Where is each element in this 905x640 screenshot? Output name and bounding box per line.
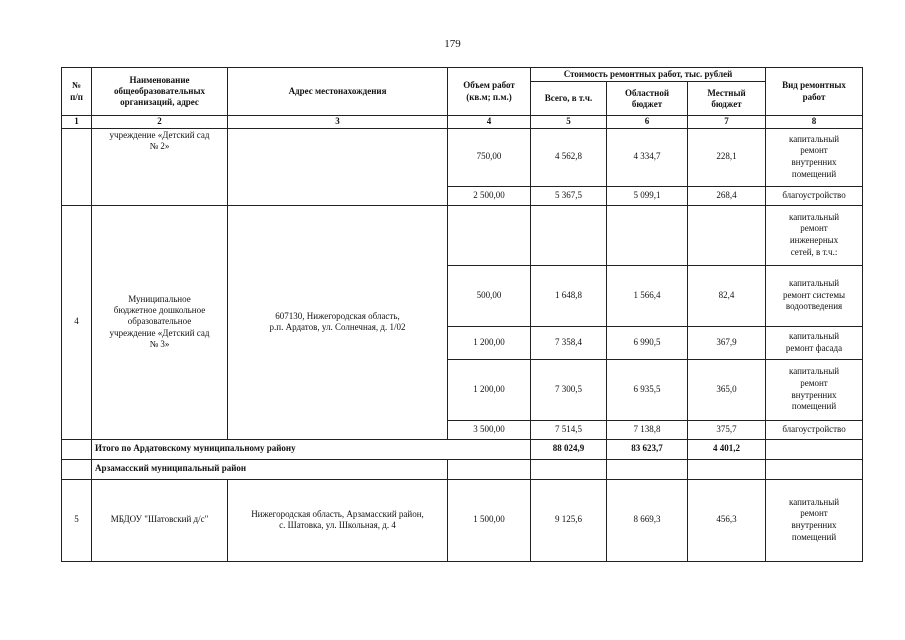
cell-regional: 6 935,5	[607, 359, 688, 420]
cell-kind: капитальный ремонт внутренних помещений	[766, 359, 863, 420]
cell-kind: благоустройство	[766, 186, 863, 205]
cell-local: 375,7	[688, 420, 766, 439]
table-row	[62, 205, 863, 265]
subtotal-total: 88 024,9	[531, 439, 607, 459]
cell-local: 367,9	[688, 326, 766, 359]
cell-local	[688, 205, 766, 265]
header-kind: Вид ремонтных работ	[766, 68, 863, 116]
district-row	[62, 459, 863, 479]
org3-name: учреждение «Детский сад № 2»	[92, 128, 228, 205]
header-address: Адрес местонахождения	[228, 68, 448, 116]
cell-kind: капитальный ремонт внутренних помещений	[766, 128, 863, 186]
header-volume: Объем работ (кв.м; п.м.)	[448, 68, 531, 116]
col-number: 4	[448, 116, 531, 128]
subtotal-num	[62, 439, 92, 459]
org3-address	[228, 128, 448, 205]
cell-local: 82,4	[688, 265, 766, 326]
cell-volume: 1 500,00	[448, 479, 531, 561]
org4-num: 4	[62, 205, 92, 439]
page-number: 179	[444, 38, 461, 50]
cell-volume: 1 200,00	[448, 326, 531, 359]
district-empty	[688, 459, 766, 479]
subtotal-kind	[766, 439, 863, 459]
org3-num	[62, 128, 92, 205]
subtotal-regional: 83 623,7	[607, 439, 688, 459]
header-total: Всего, в т.ч.	[531, 82, 607, 116]
col-number: 7	[688, 116, 766, 128]
district-empty	[607, 459, 688, 479]
col-number: 1	[62, 116, 92, 128]
cell-regional: 1 566,4	[607, 265, 688, 326]
header-cost-group: Стоимость ремонтных работ, тыс. рублей	[531, 68, 766, 82]
cell-local: 268,4	[688, 186, 766, 205]
cell-kind: капитальный ремонт фасада	[766, 326, 863, 359]
cell-volume: 1 200,00	[448, 359, 531, 420]
org4-address: 607130, Нижегородская область, р.п. Ардатов, ул. Солнечная, д. 1/02	[228, 205, 448, 439]
district-num	[62, 459, 92, 479]
cell-kind: капитальный ремонт внутренних помещений	[766, 479, 863, 561]
col-number: 2	[92, 116, 228, 128]
col-number: 6	[607, 116, 688, 128]
header-num: № п/п	[62, 68, 92, 116]
cell-volume: 3 500,00	[448, 420, 531, 439]
table-row	[62, 128, 863, 186]
district-label: Арзамасский муниципальный район	[92, 459, 448, 479]
cell-volume: 750,00	[448, 128, 531, 186]
repair-costs-table	[61, 67, 863, 562]
org5-address: Нижегородская область, Арзамасский район, с. Шатовка, ул. Школьная, д. 4	[228, 479, 448, 561]
col-number: 5	[531, 116, 607, 128]
cell-kind: благоустройство	[766, 420, 863, 439]
cell-regional	[607, 205, 688, 265]
header-name: Наименование общеобразовательных организаций, адрес	[92, 68, 228, 116]
org4-name: Муниципальное бюджетное дошкольное образовательное учреждение «Детский сад № 3»	[92, 205, 228, 439]
cell-total: 9 125,6	[531, 479, 607, 561]
cell-regional: 5 099,1	[607, 186, 688, 205]
cell-kind: капитальный ремонт системы водоотведения	[766, 265, 863, 326]
cell-total: 7 300,5	[531, 359, 607, 420]
cell-total: 7 358,4	[531, 326, 607, 359]
table-row	[62, 479, 863, 561]
cell-total: 4 562,8	[531, 128, 607, 186]
cell-total: 1 648,8	[531, 265, 607, 326]
col-number: 3	[228, 116, 448, 128]
cell-regional: 6 990,5	[607, 326, 688, 359]
org5-name: МБДОУ "Шатовский д/с"	[92, 479, 228, 561]
cell-volume: 500,00	[448, 265, 531, 326]
cell-volume: 2 500,00	[448, 186, 531, 205]
org5-num: 5	[62, 479, 92, 561]
header-regional: Областной бюджет	[607, 82, 688, 116]
cell-total: 5 367,5	[531, 186, 607, 205]
header-local: Местный бюджет	[688, 82, 766, 116]
cell-total	[531, 205, 607, 265]
col-number: 8	[766, 116, 863, 128]
header-row-1	[62, 68, 863, 82]
district-empty	[448, 459, 531, 479]
cell-regional: 7 138,8	[607, 420, 688, 439]
cell-local: 228,1	[688, 128, 766, 186]
cell-regional: 8 669,3	[607, 479, 688, 561]
district-empty	[766, 459, 863, 479]
cell-local: 456,3	[688, 479, 766, 561]
cell-kind: капитальный ремонт инженерных сетей, в т.ч.:	[766, 205, 863, 265]
subtotal-row	[62, 439, 863, 459]
district-empty	[531, 459, 607, 479]
cell-regional: 4 334,7	[607, 128, 688, 186]
subtotal-local: 4 401,2	[688, 439, 766, 459]
column-number-row	[62, 116, 863, 128]
subtotal-label: Итого по Ардатовскому муниципальному району	[92, 439, 531, 459]
cell-volume	[448, 205, 531, 265]
cell-total: 7 514,5	[531, 420, 607, 439]
cell-local: 365,0	[688, 359, 766, 420]
